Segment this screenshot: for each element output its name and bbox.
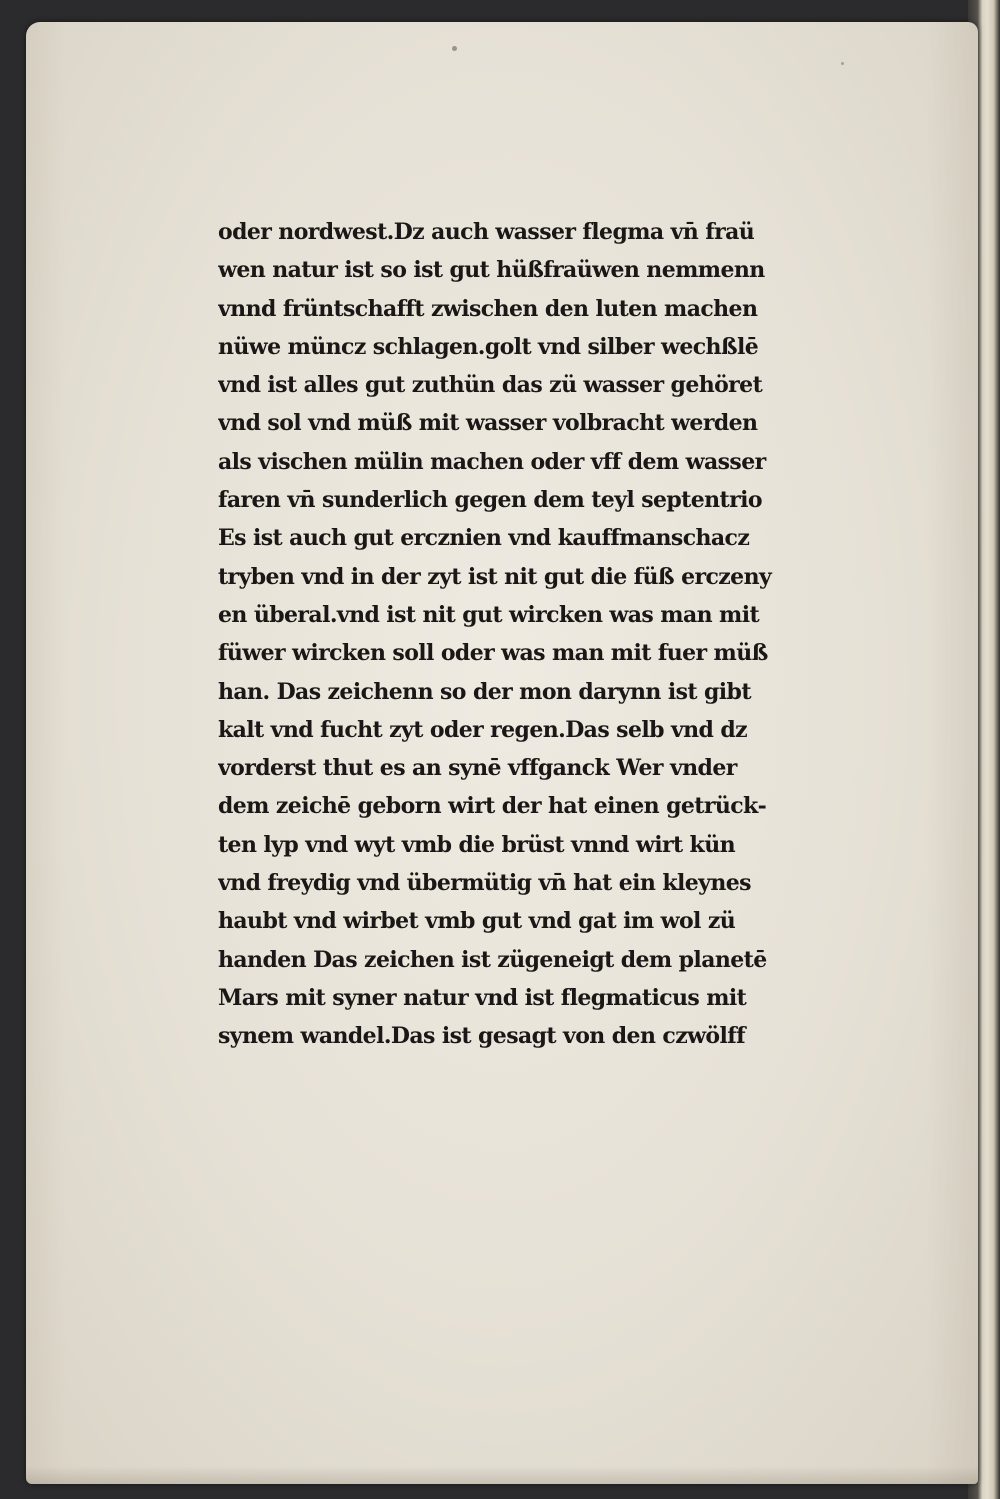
page-bottom-edge bbox=[26, 1466, 978, 1484]
text-line: en überal.vnd ist nit gut wircken was man mit bbox=[218, 601, 760, 628]
text-line: füwer wircken soll oder was man mit fuer müß bbox=[218, 640, 768, 667]
text-line: kalt vnd fucht zyt oder regen.Das selb vnd dz bbox=[218, 716, 748, 743]
text-line: oder nordwest.Dz auch wasser flegma vn̄ fraü bbox=[218, 219, 755, 245]
text-line: vnnd früntschafft zwischen den luten machen bbox=[218, 295, 758, 322]
text-block bbox=[218, 213, 858, 1056]
text-line: wen natur ist so ist gut hüßfraüwen nemmenn bbox=[218, 257, 765, 284]
text-line: vnd freydig vnd übermütig vn̄ hat ein kleynes bbox=[218, 870, 751, 897]
text-line: als vischen mülin machen oder vff dem wasser bbox=[218, 448, 766, 475]
text-line: nüwe müncz schlagen.golt vnd silber wechßlē bbox=[218, 333, 759, 360]
text-line: haubt vnd wirbet vmb gut vnd gat im wol zü bbox=[218, 908, 736, 935]
text-line: Mars mit syner natur vnd ist flegmaticus mit bbox=[218, 984, 747, 1011]
text-line: han. Das zeichenn so der mon darynn ist gibt bbox=[218, 678, 751, 705]
text-line: vorderst thut es an synē vffganck Wer vnder bbox=[218, 755, 737, 782]
text-line: ten lyp vnd wyt vmb die brüst vnnd wirt kün bbox=[218, 831, 735, 858]
text-line: vnd ist alles gut zuthün das zü wasser gehöret bbox=[218, 372, 763, 399]
paper-speck bbox=[841, 62, 844, 65]
text-line: faren vn̄ sunderlich gegen dem teyl septentrio bbox=[218, 487, 762, 514]
text-line: dem zeichē geborn wirt der hat einen getrück‑ bbox=[218, 793, 767, 820]
text-line: tryben vnd in der zyt ist nit gut die füß erczeny bbox=[218, 563, 772, 590]
text-line: handen Das zeichen ist zügeneigt dem planetē bbox=[218, 946, 767, 973]
text-line: Es ist auch gut ercznien vnd kauffmanschacz bbox=[218, 525, 750, 552]
text-line: synem wandel.Das ist gesagt von den czwölff bbox=[218, 1023, 745, 1050]
text-line: vnd sol vnd müß mit wasser volbracht werden bbox=[218, 410, 758, 437]
paper-speck bbox=[452, 46, 457, 51]
